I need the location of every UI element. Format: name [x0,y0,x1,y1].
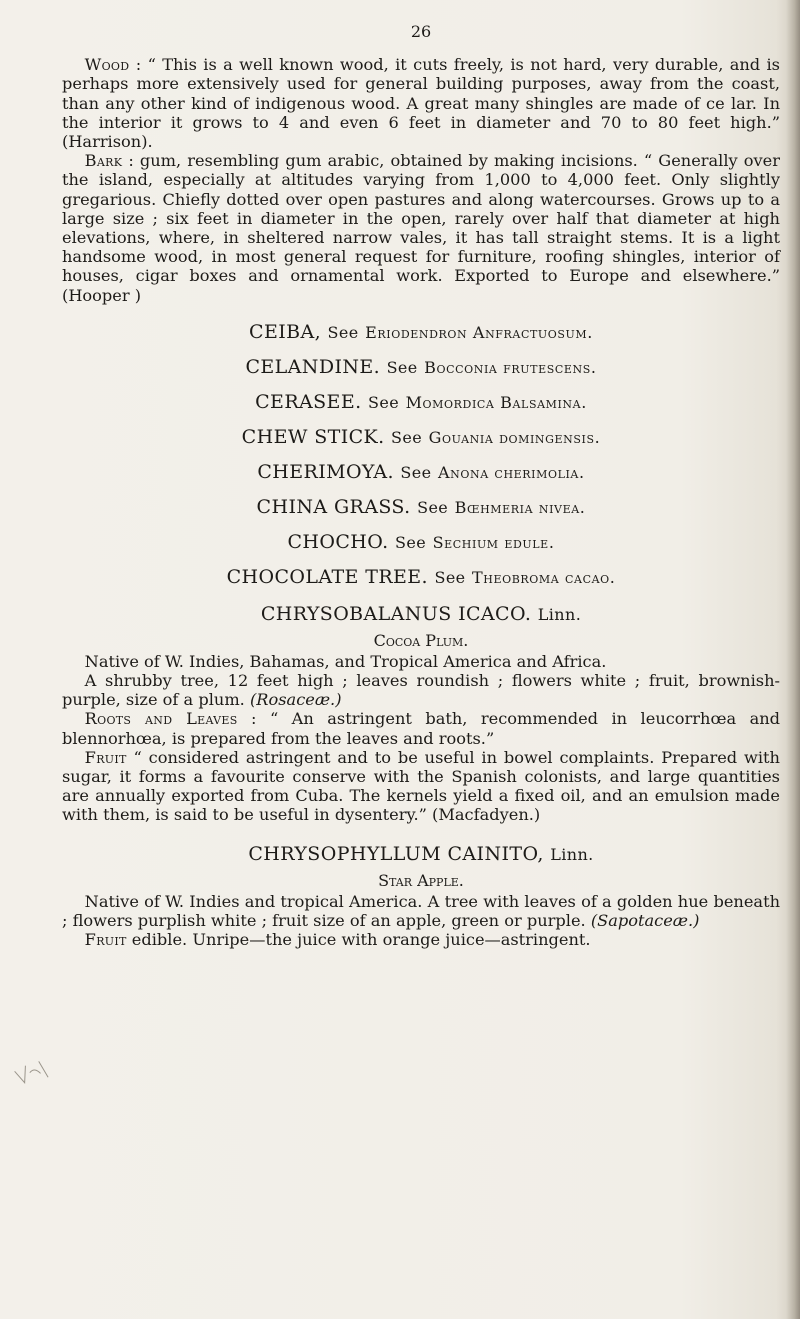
bark-paragraph [62,151,780,305]
cross-reference [62,525,780,560]
cross-reference [62,490,780,525]
xref-head: CHINA GRASS. [256,495,411,518]
page-edge-shadow [786,0,800,1319]
xref-head: CHERIMOYA. [257,460,394,483]
xref-head: CHEW STICK. [241,425,385,448]
cross-reference [62,420,780,455]
common-name: Cocoa Plum. [373,630,469,650]
xref-see: See [368,392,400,412]
xref-see: See [434,567,466,587]
entry-heading-chrysophyllum [62,839,780,870]
xref-see: See [417,497,449,517]
roots-paragraph [62,709,780,747]
fruit-paragraph [62,930,780,949]
xref-head: CEIBA, [249,320,322,343]
xref-see: See [327,322,359,342]
pencil-mark-icon [8,1053,55,1094]
family-name: (Rosaceæ.) [249,690,342,710]
cross-reference [62,315,780,350]
xref-head: CHOCOLATE TREE. [226,565,428,588]
wood-text: : “ This is a well known wood, it cuts freely, is not hard, very durable, and is perhaps more extensively used for general building purposes, away from the coast, than any other kind of indigenous wood. A great many shingles are made of ce lar. In the interior it grows to 4 and even 6 feet in diameter and 70 to 80 feet high.” (Harrison). [62,55,780,152]
xref-see: See [386,357,418,377]
fruit-text: “ considered astringent and to be useful in bowel complaints. Prepared with sugar, it forms a favourite conserve with the Spanish colonists, and large quantities are annually exported from Cuba. The kernels yield a fixed oil, and an emulsion made with them, is said to be useful in dysentery.” (Macfadyen.) [62,747,780,825]
xref-target: Momordica Balsamina. [405,392,587,412]
family-name: (Sapotaceæ.) [590,910,700,930]
entry-author: Linn. [550,844,594,864]
fruit-text: edible. Unripe—the juice with orange juice—astringent. [131,930,591,950]
bark-text: : gum, resembling gum arabic, obtained by making incisions. “ Generally over the island, especially at altitudes varying from 1,000 to 4,000 feet. Only slightly gregarious. Chiefly dotted over open pastures and along watercourses. Grows up to a large size ; six feet in diameter in the open, rarely over half that diameter at high elevations, where, in sheltered narrow vales, it has tall straight stems. It is a light handsome wood, in most general request for furniture, roofing shingles, interior of houses, cigar boxes and ornamental work. Exported to Europe and elsewhere.” (Hooper ) [62,151,780,305]
fruit-label: Fruit [84,747,127,767]
xref-target: Sechium edule. [432,532,555,552]
xref-target: Anona cherimolia. [437,462,585,482]
cross-reference [62,560,780,595]
xref-head: CERASEE. [255,390,362,413]
native-paragraph [62,892,780,930]
wood-paragraph [62,55,780,151]
xref-target: Gouania domingensis. [428,427,601,447]
page-content [62,22,780,949]
xref-target: Theobroma cacao. [472,567,616,587]
xref-see: See [391,427,423,447]
entry-title: CHRYSOPHYLLUM CAINITO, [248,842,544,865]
xref-head: CELANDINE. [245,355,381,378]
xref-head: CHOCHO. [287,530,389,553]
xref-see: See [395,532,427,552]
description-text: A shrubby tree, 12 feet high ; leaves roundish ; flowers white ; fruit, brownish-purple, size of a plum. [62,671,780,710]
native-text: Native of W. Indies and tropical America. A tree with leaves of a golden hue beneath ; flowers purplish white ; fruit size of an apple, green or purple. [62,891,780,930]
wood-label: Wood [84,55,130,75]
xref-see: See [400,462,432,482]
cross-reference [62,455,780,490]
entry-heading-chrysobalanus [62,599,780,630]
cross-reference [62,350,780,385]
bark-label: Bark [84,151,123,171]
common-name: Star Apple. [378,870,464,890]
fruit-paragraph [62,748,780,825]
entry-title: CHRYSOBALANUS ICACO. [260,602,532,625]
native-paragraph: Native of W. Indies, Bahamas, and Tropical America and Africa. [84,651,607,671]
xref-target: Bocconia frutescens. [424,357,597,377]
xref-target: Eriodendron Anfractuosum. [365,322,593,342]
xref-target: Bœhmeria nivea. [454,497,586,517]
page-number: 26 [410,22,432,41]
description-paragraph [62,671,780,709]
entry-author: Linn. [537,604,582,624]
roots-text: : “ An astringent bath, recommended in leucorrhœa and blennorhœa, is prepared from the leaves and roots.” [62,709,781,748]
fruit-label: Fruit [84,930,127,950]
cross-reference [62,385,780,420]
roots-label: Roots and Leaves [84,709,238,729]
